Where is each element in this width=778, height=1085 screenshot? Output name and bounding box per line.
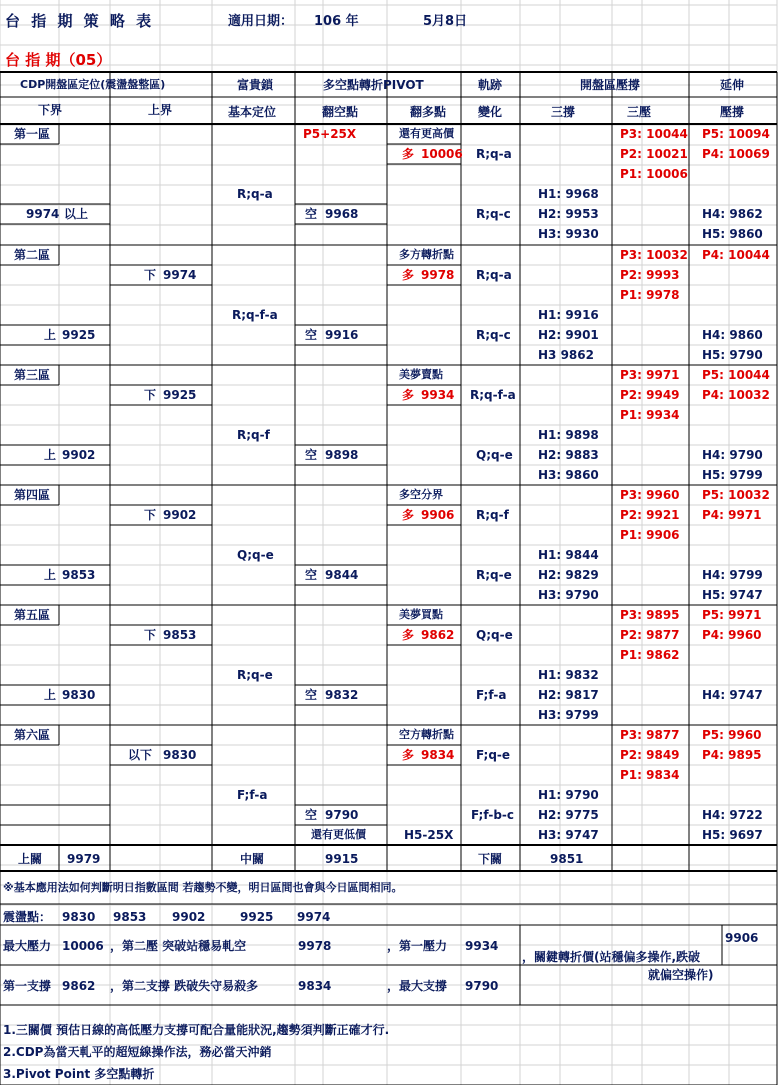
zone-track-top: R;q-a (476, 147, 512, 161)
second-support-label: ，第二支撐 跌破失守易殺多 (110, 979, 259, 993)
zone-support: H1: 9832 (538, 668, 599, 682)
zone-track-bottom: F;f-b-c (471, 808, 515, 822)
zone-press: P1: 9906 (620, 528, 680, 542)
zone-short-value: 9898 (325, 448, 359, 462)
oscillation-value: 9974 (297, 910, 331, 924)
zone-press: P3: 10032 (620, 248, 688, 262)
zone-press: P3: 9971 (620, 368, 680, 382)
max-press-label: 最大壓力 (3, 939, 52, 953)
zone-base: Q;q-e (237, 548, 274, 562)
zone-ext-press: P4: 10044 (702, 248, 770, 262)
max-press-value: 10006 (62, 939, 104, 953)
zone-ext-press: P4: 9971 (702, 508, 762, 522)
oscillation-value: 9830 (62, 910, 96, 924)
zone-upper: 9902 (163, 508, 197, 522)
zone-support: H1: 9968 (538, 187, 599, 201)
zone-name: 第四區 (14, 488, 51, 502)
zone-press: P2: 9949 (620, 388, 680, 402)
zone-ext-press: P5: 9960 (702, 728, 762, 742)
first-press-value: 9934 (465, 939, 499, 953)
zone-base: R;q-a (237, 187, 273, 201)
gate-upper-value: 9979 (67, 852, 101, 866)
zone-press: P3: 9960 (620, 488, 680, 502)
zone-track-top: R;q-f-a (470, 388, 516, 402)
header-flip-short: 翻空點 (322, 105, 359, 119)
zone-name: 第六區 (14, 728, 51, 742)
zone-note: 空方轉折點 (399, 728, 454, 741)
zone-name: 第一區 (14, 127, 51, 141)
zone-support: H1: 9916 (538, 308, 599, 322)
zone-support: H1: 9844 (538, 548, 599, 562)
date-value: 5月8日 (423, 14, 468, 29)
zone-support: H3: 9930 (538, 227, 599, 241)
zone-lower: 9902 (62, 448, 96, 462)
oscillation-value: 9925 (240, 910, 274, 924)
zone-press: P2: 9849 (620, 748, 680, 762)
zone-track-bottom: R;q-c (476, 207, 511, 221)
gate-lower-value: 9851 (550, 852, 584, 866)
zone-press: P1: 10006 (620, 167, 688, 181)
zone-ext-support: H4: 9860 (702, 328, 763, 342)
zone-upper: 9853 (163, 628, 197, 642)
gate-upper-label: 上關 (18, 852, 43, 866)
zone-ext-press: P4: 9895 (702, 748, 762, 762)
first-press-label: ，第一壓力 (387, 939, 448, 953)
zone-long-value: 9934 (421, 388, 455, 402)
zone-long-value: 9906 (421, 508, 455, 522)
gate-lower-label: 下關 (478, 852, 503, 866)
zone-upper-label: 下 (144, 508, 157, 522)
zone-ext-press: P5: 10032 (702, 488, 770, 502)
header-p3: 三壓 (627, 105, 652, 119)
zone-support: H3: 9799 (538, 708, 599, 722)
zone-upper-label: 下 (144, 628, 157, 642)
zone-ext-support: H4: 9747 (702, 688, 763, 702)
zone-upper-label: 以下 (128, 748, 153, 762)
zone-press: P1: 9978 (620, 288, 680, 302)
zone-ext-support: H4: 9862 (702, 207, 763, 221)
zone-long-value: 10006 (421, 147, 463, 161)
zone-ext-support: H5: 9790 (702, 348, 763, 362)
zone-note: 美夢買點 (399, 608, 443, 621)
long-mark: 多 (402, 268, 415, 282)
key-label-2: 就偏空操作) (648, 968, 714, 982)
second-support-value: 9834 (298, 979, 332, 993)
zone-note: 多空分界 (399, 488, 443, 501)
zone-lower-suffix: 以上 (64, 207, 89, 221)
oscillation-label: 震盪點： (3, 910, 52, 924)
zone-upper: 9830 (163, 748, 197, 762)
second-press-label: ，第二壓 突破站穩易軋空 (110, 939, 247, 953)
short-mark: 空 (305, 448, 318, 462)
zone-ext-press: P5: 9971 (702, 608, 762, 622)
zone-support: H1: 9790 (538, 788, 599, 802)
zone-track-bottom: R;q-c (476, 328, 511, 342)
long-mark: 多 (402, 748, 415, 762)
short-mark: 空 (305, 688, 318, 702)
short-mark: 空 (305, 568, 318, 582)
zone-track-top: R;q-f (476, 508, 509, 522)
sheet-title: 台 指 期 策 略 表 (5, 12, 155, 30)
short-mark: 空 (305, 328, 318, 342)
zone-lower-label: 上 (44, 568, 57, 582)
header-s3: 三撐 (551, 105, 576, 119)
note-line: ※基本應用法如何判斷明日指數區間 若趨勢不變，明日區間也會與今日區間相同。 (3, 881, 403, 894)
second-press-value: 9978 (298, 939, 332, 953)
zone-base: R;q-e (237, 668, 273, 682)
zone-lower-label: 上 (44, 688, 57, 702)
zone-ext-support: H5: 9697 (702, 828, 763, 842)
zone-support: H2: 9901 (538, 328, 599, 342)
zone-support: H3: 9860 (538, 468, 599, 482)
header-cdp: CDP開盤區定位(震盪盤整區) (20, 78, 166, 91)
zone-support: H2: 9775 (538, 808, 599, 822)
zone-note: 還有更高價 (399, 127, 454, 140)
zone-flip-short-top: P5+25X (303, 127, 357, 141)
footnote: 2.CDP為當天軋平的超短線操作法，務必當天沖銷 (3, 1045, 272, 1059)
max-support-value: 9790 (465, 979, 499, 993)
long-mark: 多 (402, 508, 415, 522)
header-openzone: 開盤區壓撐 (580, 78, 641, 92)
header-wealth: 富貴鎖 (237, 78, 274, 92)
zone-name: 第五區 (14, 608, 51, 622)
zone-long-note: H5-25X (404, 828, 454, 842)
header-flip-long: 翻多點 (410, 105, 447, 119)
zone-track-bottom: F;f-a (476, 688, 507, 702)
short-mark: 空 (305, 207, 318, 221)
zone-ext-support: H4: 9790 (702, 448, 763, 462)
zone-track-top: Q;q-e (476, 628, 513, 642)
max-support-label: ，最大支撐 (387, 979, 448, 993)
gate-mid-label: 中關 (240, 852, 265, 866)
zone-track-top: F;q-e (476, 748, 511, 762)
zone-track-bottom: R;q-e (476, 568, 512, 582)
zone-ext-press: P5: 10044 (702, 368, 770, 382)
zone-ext-support: H4: 9799 (702, 568, 763, 582)
zone-short-value: 9832 (325, 688, 359, 702)
header-upper: 上界 (148, 103, 173, 117)
zone-base: F;f-a (237, 788, 268, 802)
zone-short-value: 9844 (325, 568, 359, 582)
zone-ext-support: H5: 9799 (702, 468, 763, 482)
zone-short-value: 9790 (325, 808, 359, 822)
first-support-label: 第一支撐 (3, 979, 52, 993)
zone-long-value: 9978 (421, 268, 455, 282)
zone-support: H2: 9817 (538, 688, 599, 702)
zone-ext-press: P4: 9960 (702, 628, 762, 642)
zone-name: 第三區 (14, 368, 51, 382)
zone-ext-press: P4: 10032 (702, 388, 770, 402)
zone-press: P2: 9877 (620, 628, 680, 642)
zone-support: H2: 9883 (538, 448, 599, 462)
zone-note: 多方轉折點 (399, 248, 454, 261)
zone-upper-label: 下 (144, 268, 157, 282)
zone-upper: 9974 (163, 268, 197, 282)
zone-track-top: R;q-a (476, 268, 512, 282)
header-pivot: 多空點轉折PIVOT (323, 78, 424, 92)
zone-base: R;q-f-a (232, 308, 278, 322)
zone-ext-press: P4: 10069 (702, 147, 770, 161)
zone-support: H3: 9747 (538, 828, 599, 842)
date-label: 適用日期： (228, 14, 294, 29)
short-mark: 空 (305, 808, 318, 822)
zone-press: P2: 9993 (620, 268, 680, 282)
header-change: 變化 (478, 105, 503, 119)
zone-ext-support: H5: 9860 (702, 227, 763, 241)
zone-press: P2: 9921 (620, 508, 680, 522)
zone-base: R;q-f (237, 428, 270, 442)
zone-lower: 9853 (62, 568, 96, 582)
zone-track-bottom: Q;q-e (476, 448, 513, 462)
zone-short-value: 9916 (325, 328, 359, 342)
zone-press: P1: 9862 (620, 648, 680, 662)
zone-press: P3: 10044 (620, 127, 688, 141)
zone-lower-label: 上 (44, 328, 57, 342)
zone-note: 美夢賣點 (399, 368, 443, 381)
zone-name: 第二區 (14, 248, 51, 262)
header-ext: 延伸 (720, 78, 745, 92)
zone-lower: 9925 (62, 328, 96, 342)
header-lower: 下界 (38, 103, 63, 117)
zone-long-value: 9862 (421, 628, 455, 642)
header-press: 壓撐 (720, 105, 745, 119)
zone-lower: 9830 (62, 688, 96, 702)
zone-press: P3: 9877 (620, 728, 680, 742)
zone-support: H1: 9898 (538, 428, 599, 442)
zone-press: P3: 9895 (620, 608, 680, 622)
footnote: 1.三關價 預估日線的高低壓力支撐可配合量能狀況,趨勢須判斷正確才行. (3, 1023, 390, 1037)
long-mark: 多 (402, 147, 415, 161)
zone-press: P1: 9934 (620, 408, 680, 422)
zone-press: P1: 9834 (620, 768, 680, 782)
footnote: 3.Pivot Point 多空點轉折 (3, 1067, 155, 1081)
header-track: 軌跡 (478, 78, 503, 92)
zone-lower: 9974 (26, 207, 60, 221)
zone-support: H2: 9829 (538, 568, 599, 582)
year-value: 106 年 (314, 14, 359, 29)
zone-ext-press: P5: 10094 (702, 127, 770, 141)
zone-upper: 9925 (163, 388, 197, 402)
key-value: 9906 (725, 931, 759, 945)
header-base: 基本定位 (228, 105, 277, 119)
long-mark: 多 (402, 388, 415, 402)
oscillation-value: 9853 (113, 910, 147, 924)
zone-ext-support: H5: 9747 (702, 588, 763, 602)
zone-short-note: 還有更低價 (311, 828, 366, 841)
zone-press: P2: 10021 (620, 147, 688, 161)
zone-short-value: 9968 (325, 207, 359, 221)
zone-long-value: 9834 (421, 748, 455, 762)
key-label-1: ，關鍵轉折價(站穩偏多操作,跌破 (522, 950, 701, 964)
long-mark: 多 (402, 628, 415, 642)
oscillation-value: 9902 (172, 910, 206, 924)
subtitle: 台 指 期（05） (5, 51, 112, 69)
first-support-value: 9862 (62, 979, 96, 993)
zone-support: H3: 9790 (538, 588, 599, 602)
gate-mid-value: 9915 (325, 852, 359, 866)
zone-support: H2: 9953 (538, 207, 599, 221)
zone-support: H3 9862 (538, 348, 594, 362)
zone-upper-label: 下 (144, 388, 157, 402)
zone-ext-support: H4: 9722 (702, 808, 763, 822)
zone-lower-label: 上 (44, 448, 57, 462)
